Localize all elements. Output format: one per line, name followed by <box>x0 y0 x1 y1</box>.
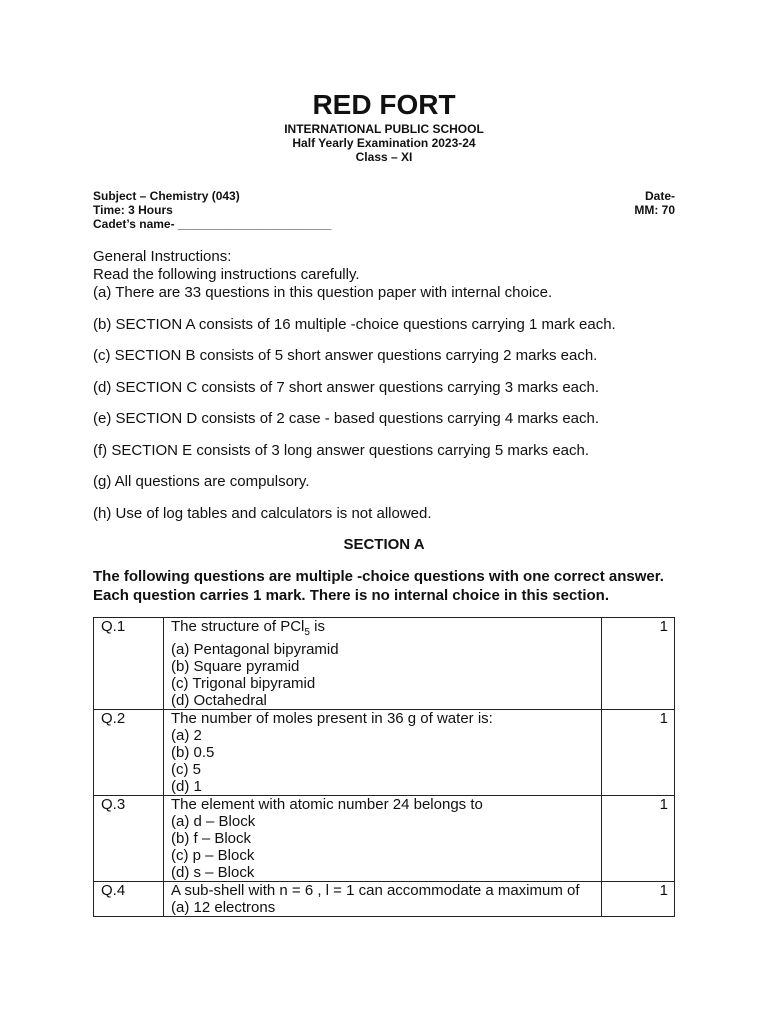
general-instructions <box>93 248 675 523</box>
question-number: Q.4 <box>94 881 164 916</box>
date-label: Date- <box>644 189 675 203</box>
question-number: Q.1 <box>94 617 164 709</box>
subject-label: Subject – Chemistry (043) <box>93 189 240 203</box>
option: (b) Square pyramid <box>171 657 300 675</box>
question-stem-suffix: is <box>309 617 325 635</box>
question-marks: 1 <box>602 881 675 916</box>
question-stem: The element with atomic number 24 belongs to <box>171 795 483 813</box>
table-row <box>94 881 675 916</box>
instruction-a: (a) There are 33 questions in this question paper with internal choice. <box>93 284 553 301</box>
exam-meta <box>93 189 675 231</box>
question-marks: 1 <box>602 709 675 795</box>
instruction-g: (g) All questions are compulsory. <box>93 473 310 490</box>
option: (d) 1 <box>171 777 202 795</box>
option: (b) 0.5 <box>171 743 215 761</box>
time-label: Time: 3 Hours <box>93 203 173 217</box>
instruction-e: (e) SECTION D consists of 2 case - based questions carrying 4 marks each. <box>93 410 600 427</box>
question-stem <box>171 618 601 641</box>
question-marks: 1 <box>602 795 675 881</box>
table-row <box>94 709 675 795</box>
section-a-title: SECTION A <box>343 535 425 553</box>
table-row <box>94 617 675 709</box>
questions-table <box>93 617 675 917</box>
school-title: RED FORT <box>312 89 456 120</box>
instruction-d: (d) SECTION C consists of 7 short answer questions carrying 3 marks each. <box>93 378 600 396</box>
class-name: Class – XI <box>355 150 413 164</box>
question-cell <box>164 881 602 916</box>
option: (a) 12 electrons <box>171 898 276 916</box>
option: (b) f – Block <box>171 829 252 847</box>
question-stem: A sub-shell with n = 6 , l = 1 can accommodate a maximum of <box>171 881 580 899</box>
question-marks: 1 <box>602 617 675 709</box>
instructions-heading: General Instructions: <box>93 248 232 265</box>
max-marks-label: MM: 70 <box>634 203 675 217</box>
option: (d) Octahedral <box>171 691 267 709</box>
option: (c) p – Block <box>171 846 255 864</box>
question-cell <box>164 709 602 795</box>
instruction-h: (h) Use of log tables and calculators is not allowed. <box>93 504 432 522</box>
exam-name: Half Yearly Examination 2023-24 <box>292 136 476 150</box>
option: (a) 2 <box>171 726 202 744</box>
option: (c) Trigonal bipyramid <box>171 674 316 692</box>
question-cell <box>164 617 602 709</box>
question-cell <box>164 795 602 881</box>
question-number: Q.2 <box>94 709 164 795</box>
question-stem: The number of moles present in 36 g of water is: <box>171 709 493 727</box>
cadet-name-label: Cadet’s name- _______________________ <box>93 217 332 231</box>
instructions-intro: Read the following instructions carefully. <box>93 266 360 283</box>
exam-paper <box>93 88 675 917</box>
option: (a) d – Block <box>171 812 256 830</box>
instruction-b: (b) SECTION A consists of 16 multiple -choice questions carrying 1 mark each. <box>93 315 616 333</box>
instruction-f: (f) SECTION E consists of 3 long answer questions carrying 5 marks each. <box>93 441 590 459</box>
question-stem-text: The structure of PCl <box>171 617 305 635</box>
option: (a) Pentagonal bipyramid <box>171 640 339 658</box>
option: (d) s – Block <box>171 863 255 881</box>
table-row <box>94 795 675 881</box>
section-a-note: The following questions are multiple -choice questions with one correct answer. Each question carries 1 mark. There is no internal choice in this section. <box>93 567 664 604</box>
question-stem-subscript: 5 <box>304 626 310 638</box>
question-number: Q.3 <box>94 795 164 881</box>
instruction-c: (c) SECTION B consists of 5 short answer questions carrying 2 marks each. <box>93 347 598 364</box>
school-name: INTERNATIONAL PUBLIC SCHOOL <box>284 122 484 136</box>
option: (c) 5 <box>171 760 201 778</box>
